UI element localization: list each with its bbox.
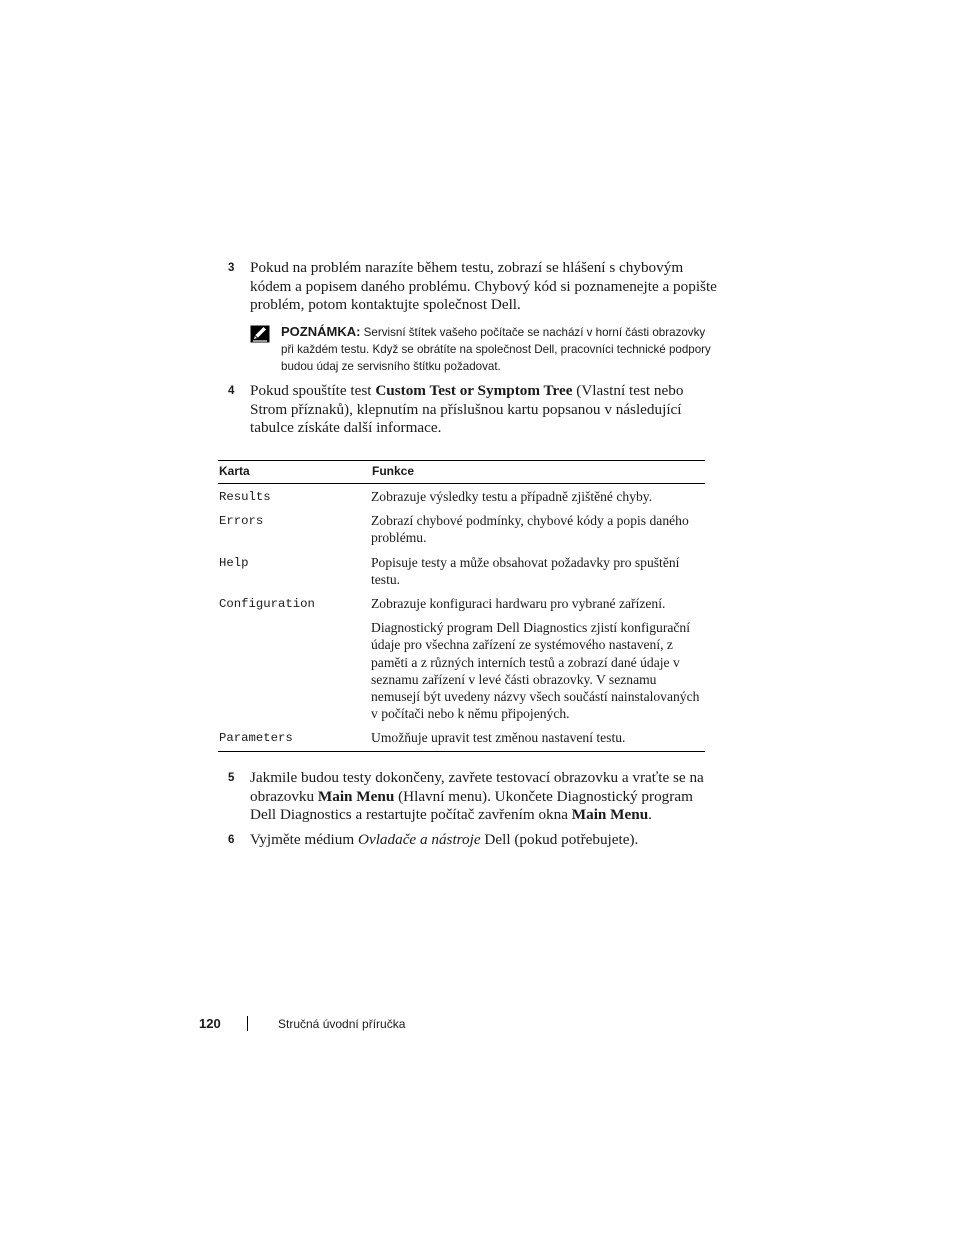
step-text-part: Dell (pokud potřebujete). — [480, 831, 639, 848]
step-3 — [228, 259, 718, 315]
step-text — [250, 769, 718, 825]
page-number: 120 — [199, 1016, 221, 1031]
step-text-part: Pokud spouštíte test — [250, 382, 376, 399]
step-6 — [228, 831, 718, 850]
tab-name: Errors — [219, 514, 264, 529]
step-5 — [228, 769, 718, 825]
tab-name: Configuration — [219, 597, 315, 612]
tab-function: Zobrazí chybové podmínky, chybové kódy a popis daného problému. — [371, 513, 689, 546]
note-box — [250, 324, 720, 375]
note-body: Servisní štítek vašeho počítače se nachází v horní části obrazovky při každém testu. Když se obrátíte na společnost Dell, pracovníci technické podpory budou údaj ze servisního štítku požadovat. — [281, 326, 711, 373]
step-text — [250, 382, 718, 438]
table-row — [218, 508, 705, 549]
tab-function: Zobrazuje výsledky testu a případně zjištěné chyby. — [371, 489, 653, 504]
tab-function: Diagnostický program Dell Diagnostics zjistí konfigurační údaje pro všechna zařízení ze systémového nastavení, z paměti a z různých interních testů a zobrazí dané údaje v seznamu zařízení v levé části obrazovky. V seznamu nemusejí být uvedeny názvy všech součástí nainstalovaných v počítači nebo k němu připojených. — [371, 620, 700, 722]
step-text-part: (Vlastní test nebo Strom příznaků), klepnutím na příslušnou kartu popsanou v následující tabulce získáte další informace. — [250, 382, 684, 437]
step-number: 6 — [228, 834, 235, 846]
footer-divider — [247, 1016, 248, 1031]
step-text — [250, 831, 718, 850]
tab-name — [218, 615, 371, 725]
note-label: POZNÁMKA: — [281, 324, 361, 339]
table-row — [218, 484, 705, 509]
note-text — [281, 324, 720, 375]
table-header-row — [218, 461, 705, 484]
step-number: 5 — [228, 772, 235, 784]
tab-name: Parameters — [218, 725, 371, 751]
tab-name: Help — [219, 555, 249, 570]
tab-name: Results — [219, 490, 271, 504]
media-name: Ovladače a nástroje — [357, 831, 481, 848]
table-row — [218, 591, 705, 615]
step-number: 4 — [228, 385, 235, 397]
column-header-function: Funkce — [371, 461, 705, 484]
table-row — [218, 725, 705, 751]
step-text-part: Vyjměte médium — [250, 831, 358, 848]
main-menu-term: Main Menu — [317, 787, 395, 805]
tab-function: Umožňuje upravit test změnou nastavení testu. — [371, 725, 705, 751]
custom-test-term: Custom Test or Symptom Tree — [375, 382, 573, 399]
step-text-part: . — [648, 806, 652, 824]
tabs-table — [218, 460, 705, 752]
step-text: Pokud na problém narazíte během testu, zobrazí se hlášení s chybovým kódem a popisem daného problému. Chybový kód si poznamenejte a popište problém, potom kontaktujte společnost Dell. — [250, 259, 717, 314]
step-number: 3 — [228, 262, 235, 274]
step-text-part: (Hlavní menu). Ukončete Diagnostický program Dell Diagnostics a restartujte počítač zavřením okna — [250, 787, 693, 824]
table-row — [218, 615, 705, 725]
table-row — [218, 550, 705, 591]
main-menu-term: Main Menu — [571, 806, 649, 824]
step-text-part: Jakmile budou testy dokončeny, zavřete testovací obrazovku a vraťte se na obrazovku — [250, 769, 704, 805]
column-header-tab: Karta — [218, 461, 371, 484]
pencil-note-icon — [250, 325, 270, 343]
step-4 — [228, 382, 718, 438]
tab-function: Popisuje testy a může obsahovat požadavky pro spuštění testu. — [371, 554, 680, 587]
tab-function: Zobrazuje konfiguraci hardwaru pro vybrané zařízení. — [371, 596, 666, 612]
footer-title: Stručná úvodní příručka — [278, 1017, 406, 1031]
